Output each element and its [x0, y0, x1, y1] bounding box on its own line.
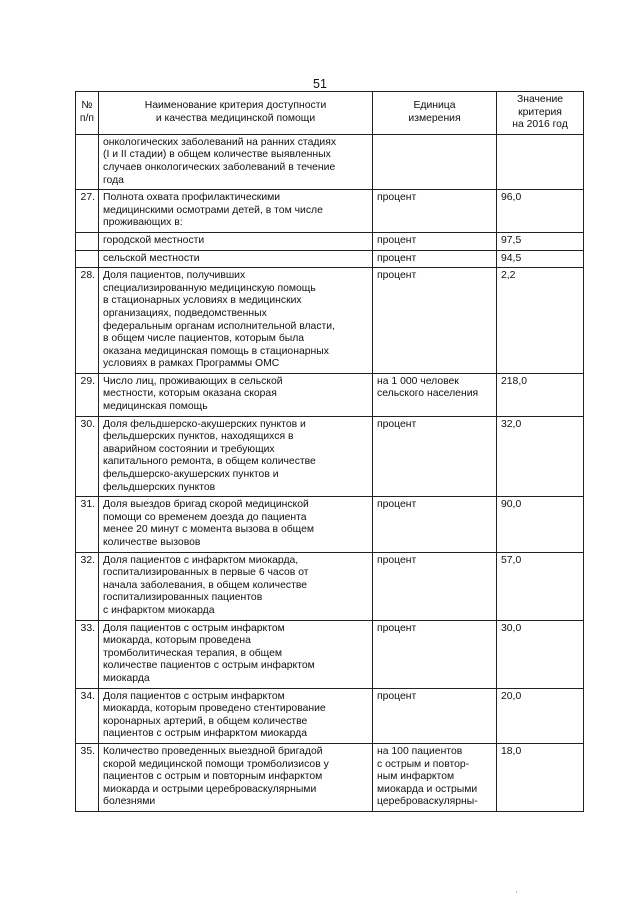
unit: процент	[373, 232, 497, 250]
table-row	[76, 190, 584, 233]
criterion-name: Доля выездов бригад скорой медицинской помощи со временем доезда до пациента менее 20 минут с момента вызова в общем количестве вызовов	[99, 497, 373, 552]
row-number: 30.	[76, 416, 99, 497]
table-row	[76, 268, 584, 374]
table-row	[76, 232, 584, 250]
unit: процент	[373, 268, 497, 374]
table-row	[76, 373, 584, 416]
value: 57,0	[497, 552, 584, 620]
row-number	[76, 134, 99, 189]
criterion-name: Доля пациентов, получивших специализированную медицинскую помощь в стационарных условиях в медицинских организациях, подведомственных федеральным органам исполнительной власти, в общем числе пациентов, которым была оказана медицинская помощь в стационарных условиях в рамках Программы ОМС	[99, 268, 373, 374]
table-row	[76, 416, 584, 497]
header-criterion-name: Наименование критерия доступности и качества медицинской помощи	[99, 92, 373, 135]
unit: процент	[373, 688, 497, 743]
value: 18,0	[497, 743, 584, 811]
row-number	[76, 232, 99, 250]
value: 90,0	[497, 497, 584, 552]
value: 30,0	[497, 620, 584, 688]
row-number: 27.	[76, 190, 99, 233]
unit: процент	[373, 416, 497, 497]
page-number: 51	[313, 77, 327, 91]
table-row	[76, 620, 584, 688]
value: 97,5	[497, 232, 584, 250]
table-row	[76, 134, 584, 189]
table-row	[76, 250, 584, 268]
table-row	[76, 497, 584, 552]
unit: на 1 000 человек сельского населения	[373, 373, 497, 416]
value: 2,2	[497, 268, 584, 374]
criterion-name: Число лиц, проживающих в сельской местности, которым оказана скорая медицинская помощь	[99, 373, 373, 416]
row-number: 28.	[76, 268, 99, 374]
unit: процент	[373, 497, 497, 552]
row-number: 34.	[76, 688, 99, 743]
unit: процент	[373, 620, 497, 688]
row-number: 35.	[76, 743, 99, 811]
criterion-name: Доля пациентов с инфарктом миокарда, госпитализированных в первые 6 часов от начала заболевания, в общем количестве госпитализированных пациентов с инфарктом миокарда	[99, 552, 373, 620]
table-row	[76, 552, 584, 620]
criterion-name: Доля пациентов с острым инфарктом миокарда, которым проведена тромболитическая терапия, в общем количестве пациентов с острым инфарктом миокарда	[99, 620, 373, 688]
header-value: Значение критерия на 2016 год	[497, 92, 584, 135]
value: 32,0	[497, 416, 584, 497]
value: 218,0	[497, 373, 584, 416]
unit: процент	[373, 250, 497, 268]
row-number: 29.	[76, 373, 99, 416]
value	[497, 134, 584, 189]
criterion-name: сельской местности	[99, 250, 373, 268]
table-row	[76, 688, 584, 743]
criterion-name: городской местности	[99, 232, 373, 250]
row-number: 32.	[76, 552, 99, 620]
criterion-name: онкологических заболеваний на ранних стадиях (I и II стадии) в общем количестве выявленных случаев онкологических заболеваний в течение года	[99, 134, 373, 189]
criterion-name: Доля фельдшерско-акушерских пунктов и фельдшерских пунктов, находящихся в аварийном состоянии и требующих капитального ремонта, в общем количестве фельдшерско-акушерских пунктов и фельдшерских пунктов	[99, 416, 373, 497]
table-header-row	[76, 92, 584, 135]
table-row	[76, 743, 584, 811]
value: 96,0	[497, 190, 584, 233]
value: 20,0	[497, 688, 584, 743]
header-num: № п/п	[76, 92, 99, 135]
unit: на 100 пациентов с острым и повтор- ным инфарктом миокарда и острыми цереброваскулярны-	[373, 743, 497, 811]
row-number: 33.	[76, 620, 99, 688]
header-unit: Единица измерения	[373, 92, 497, 135]
unit: процент	[373, 190, 497, 233]
value: 94,5	[497, 250, 584, 268]
criterion-name: Полнота охвата профилактическими медицинскими осмотрами детей, в том числе проживающих в:	[99, 190, 373, 233]
unit: процент	[373, 552, 497, 620]
criterion-name: Доля пациентов с острым инфарктом миокарда, которым проведено стентирование коронарных артерий, в общем количестве пациентов с острым инфарктом миокарда	[99, 688, 373, 743]
criterion-name: Количество проведенных выездной бригадой скорой медицинской помощи тромболизисов у пациентов с острым и повторным инфарктом миокарда и острыми цереброваскулярными болезнями	[99, 743, 373, 811]
unit	[373, 134, 497, 189]
criteria-table	[75, 91, 584, 812]
row-number: 31.	[76, 497, 99, 552]
row-number	[76, 250, 99, 268]
edge-mark: '	[516, 890, 518, 899]
